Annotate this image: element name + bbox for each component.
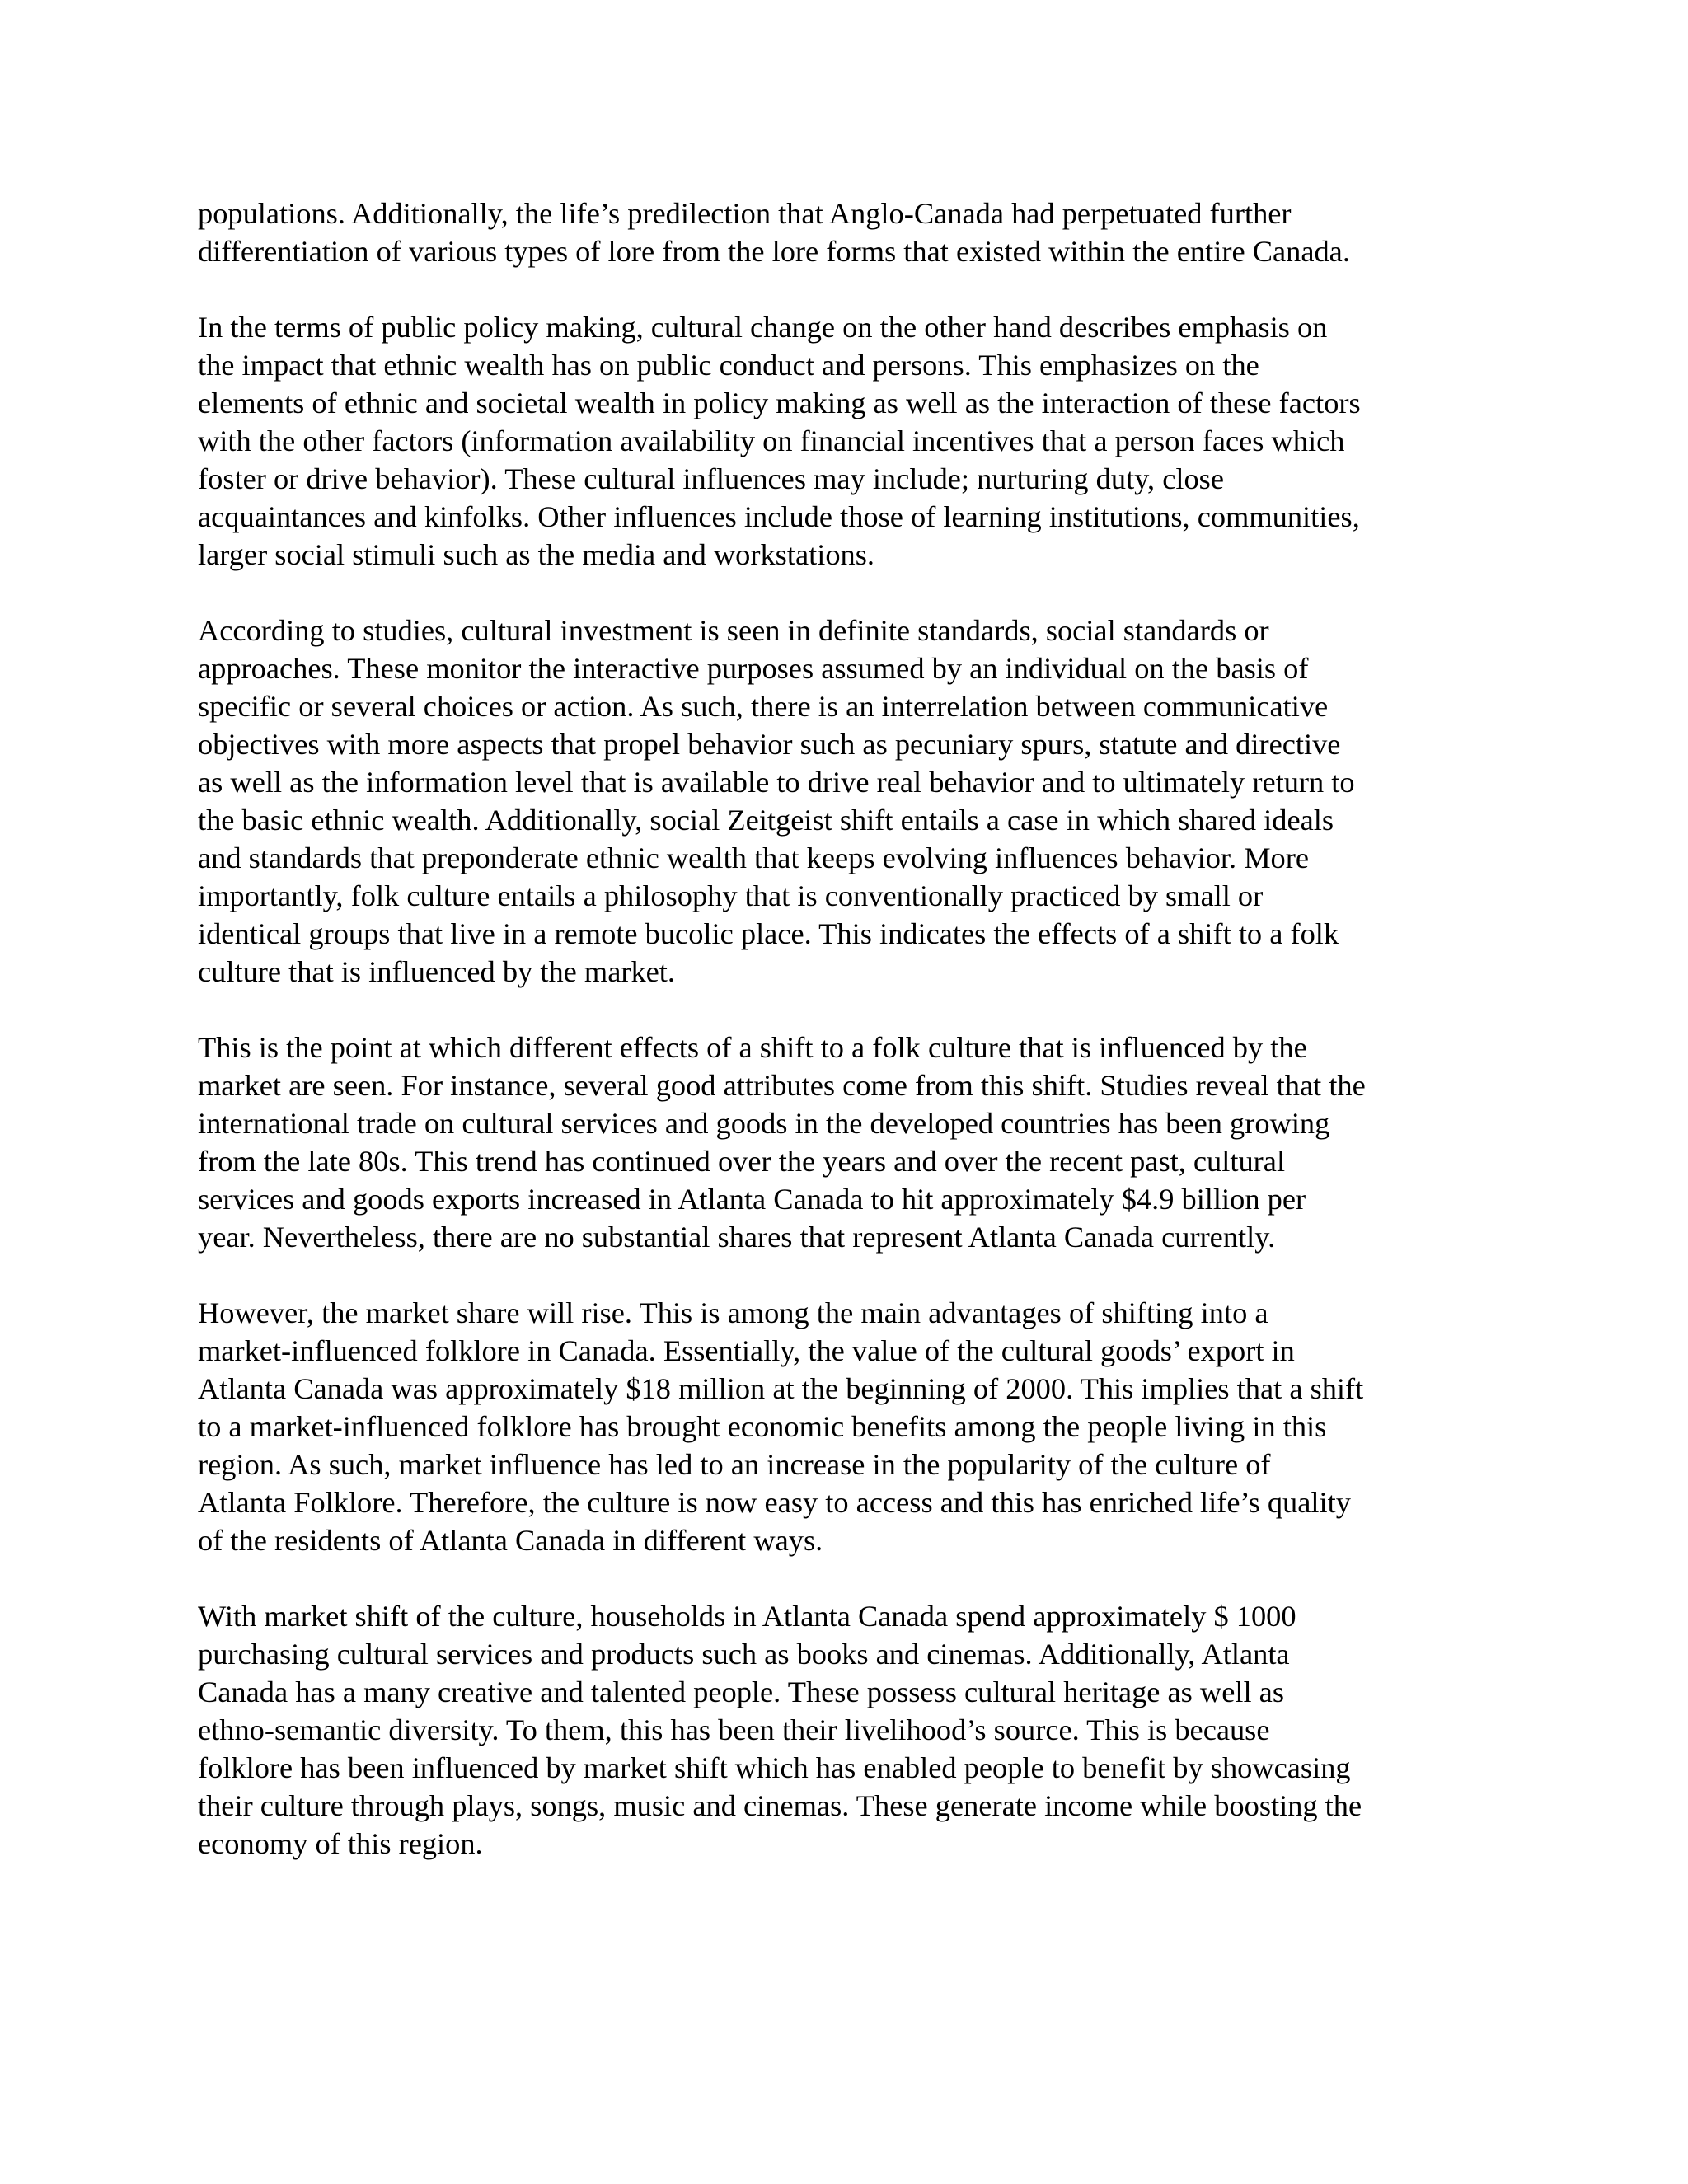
text-line: populations. Additionally, the life’s predilection that Anglo-Canada had perpetuated further (198, 197, 1292, 230)
text-line: In the terms of public policy making, cultural change on the other hand describes emphasis on (198, 311, 1328, 344)
text-line: purchasing cultural services and products such as books and cinemas. Additionally, Atlanta (198, 1638, 1290, 1671)
text-line: approaches. These monitor the interactive purposes assumed by an individual on the basis of (198, 652, 1309, 685)
text-line: services and goods exports increased in Atlanta Canada to hit approximately $4.9 billion per (198, 1183, 1306, 1216)
text-line: with the other factors (information availability on financial incentives that a person faces which (198, 424, 1345, 457)
text-line: economy of this region. (198, 1827, 483, 1860)
paragraph (198, 1029, 1500, 1256)
text-line: and standards that preponderate ethnic wealth that keeps evolving influences behavior. More (198, 841, 1310, 874)
text-line: Canada has a many creative and talented people. These possess cultural heritage as well as (198, 1675, 1284, 1708)
document-body (198, 194, 1500, 1900)
text-line: specific or several choices or action. As such, there is an interrelation between communicative (198, 690, 1329, 723)
paragraph (198, 612, 1500, 991)
text-line: folklore has been influenced by market shift which has enabled people to benefit by showcasing (198, 1751, 1351, 1784)
paragraph (198, 308, 1500, 574)
paragraph (198, 1294, 1500, 1559)
text-line: from the late 80s. This trend has continued over the years and over the recent past, cultural (198, 1145, 1286, 1178)
text-line: the impact that ethnic wealth has on public conduct and persons. This emphasizes on the (198, 349, 1259, 382)
text-line: importantly, folk culture entails a philosophy that is conventionally practiced by small or (198, 879, 1264, 912)
text-line: of the residents of Atlanta Canada in different ways. (198, 1524, 823, 1557)
text-line: acquaintances and kinfolks. Other influences include those of learning institutions, communities, (198, 500, 1360, 533)
text-line: culture that is influenced by the market. (198, 955, 676, 988)
text-line: market-influenced folklore in Canada. Essentially, the value of the cultural goods’ export in (198, 1334, 1295, 1367)
text-line: as well as the information level that is available to drive real behavior and to ultimately return to (198, 766, 1355, 799)
paragraph (198, 1597, 1500, 1863)
text-line: This is the point at which different effects of a shift to a folk culture that is influenced by the (198, 1031, 1307, 1064)
text-line: However, the market share will rise. This is among the main advantages of shifting into a (198, 1296, 1268, 1329)
text-line: their culture through plays, songs, music and cinemas. These generate income while boosting the (198, 1789, 1362, 1822)
text-line: elements of ethnic and societal wealth in policy making as well as the interaction of these factors (198, 387, 1361, 419)
text-line: to a market-influenced folklore has brought economic benefits among the people living in this (198, 1410, 1327, 1443)
text-line: region. As such, market influence has led to an increase in the popularity of the culture of (198, 1448, 1271, 1481)
text-line: According to studies, cultural investment is seen in definite standards, social standards or (198, 614, 1269, 647)
text-line: larger social stimuli such as the media and workstations. (198, 538, 874, 571)
text-line: identical groups that live in a remote bucolic place. This indicates the effects of a shift to a folk (198, 917, 1339, 950)
text-line: Atlanta Folklore. Therefore, the culture is now easy to access and this has enriched life’s quality (198, 1486, 1351, 1519)
text-line: market are seen. For instance, several good attributes come from this shift. Studies reveal that the (198, 1069, 1366, 1102)
text-line: differentiation of various types of lore from the lore forms that existed within the entire Canada. (198, 235, 1350, 268)
text-line: objectives with more aspects that propel behavior such as pecuniary spurs, statute and directive (198, 728, 1341, 761)
paragraph (198, 194, 1500, 270)
text-line: year. Nevertheless, there are no substantial shares that represent Atlanta Canada currently. (198, 1221, 1276, 1254)
text-line: international trade on cultural services and goods in the developed countries has been growing (198, 1107, 1330, 1140)
text-line: the basic ethnic wealth. Additionally, social Zeitgeist shift entails a case in which shared ideals (198, 804, 1334, 837)
text-line: With market shift of the culture, households in Atlanta Canada spend approximately $ 1000 (198, 1600, 1296, 1633)
text-line: Atlanta Canada was approximately $18 million at the beginning of 2000. This implies that a shift (198, 1372, 1364, 1405)
text-line: foster or drive behavior). These cultural influences may include; nurturing duty, close (198, 462, 1224, 495)
text-line: ethno-semantic diversity. To them, this has been their livelihood’s source. This is because (198, 1713, 1270, 1746)
